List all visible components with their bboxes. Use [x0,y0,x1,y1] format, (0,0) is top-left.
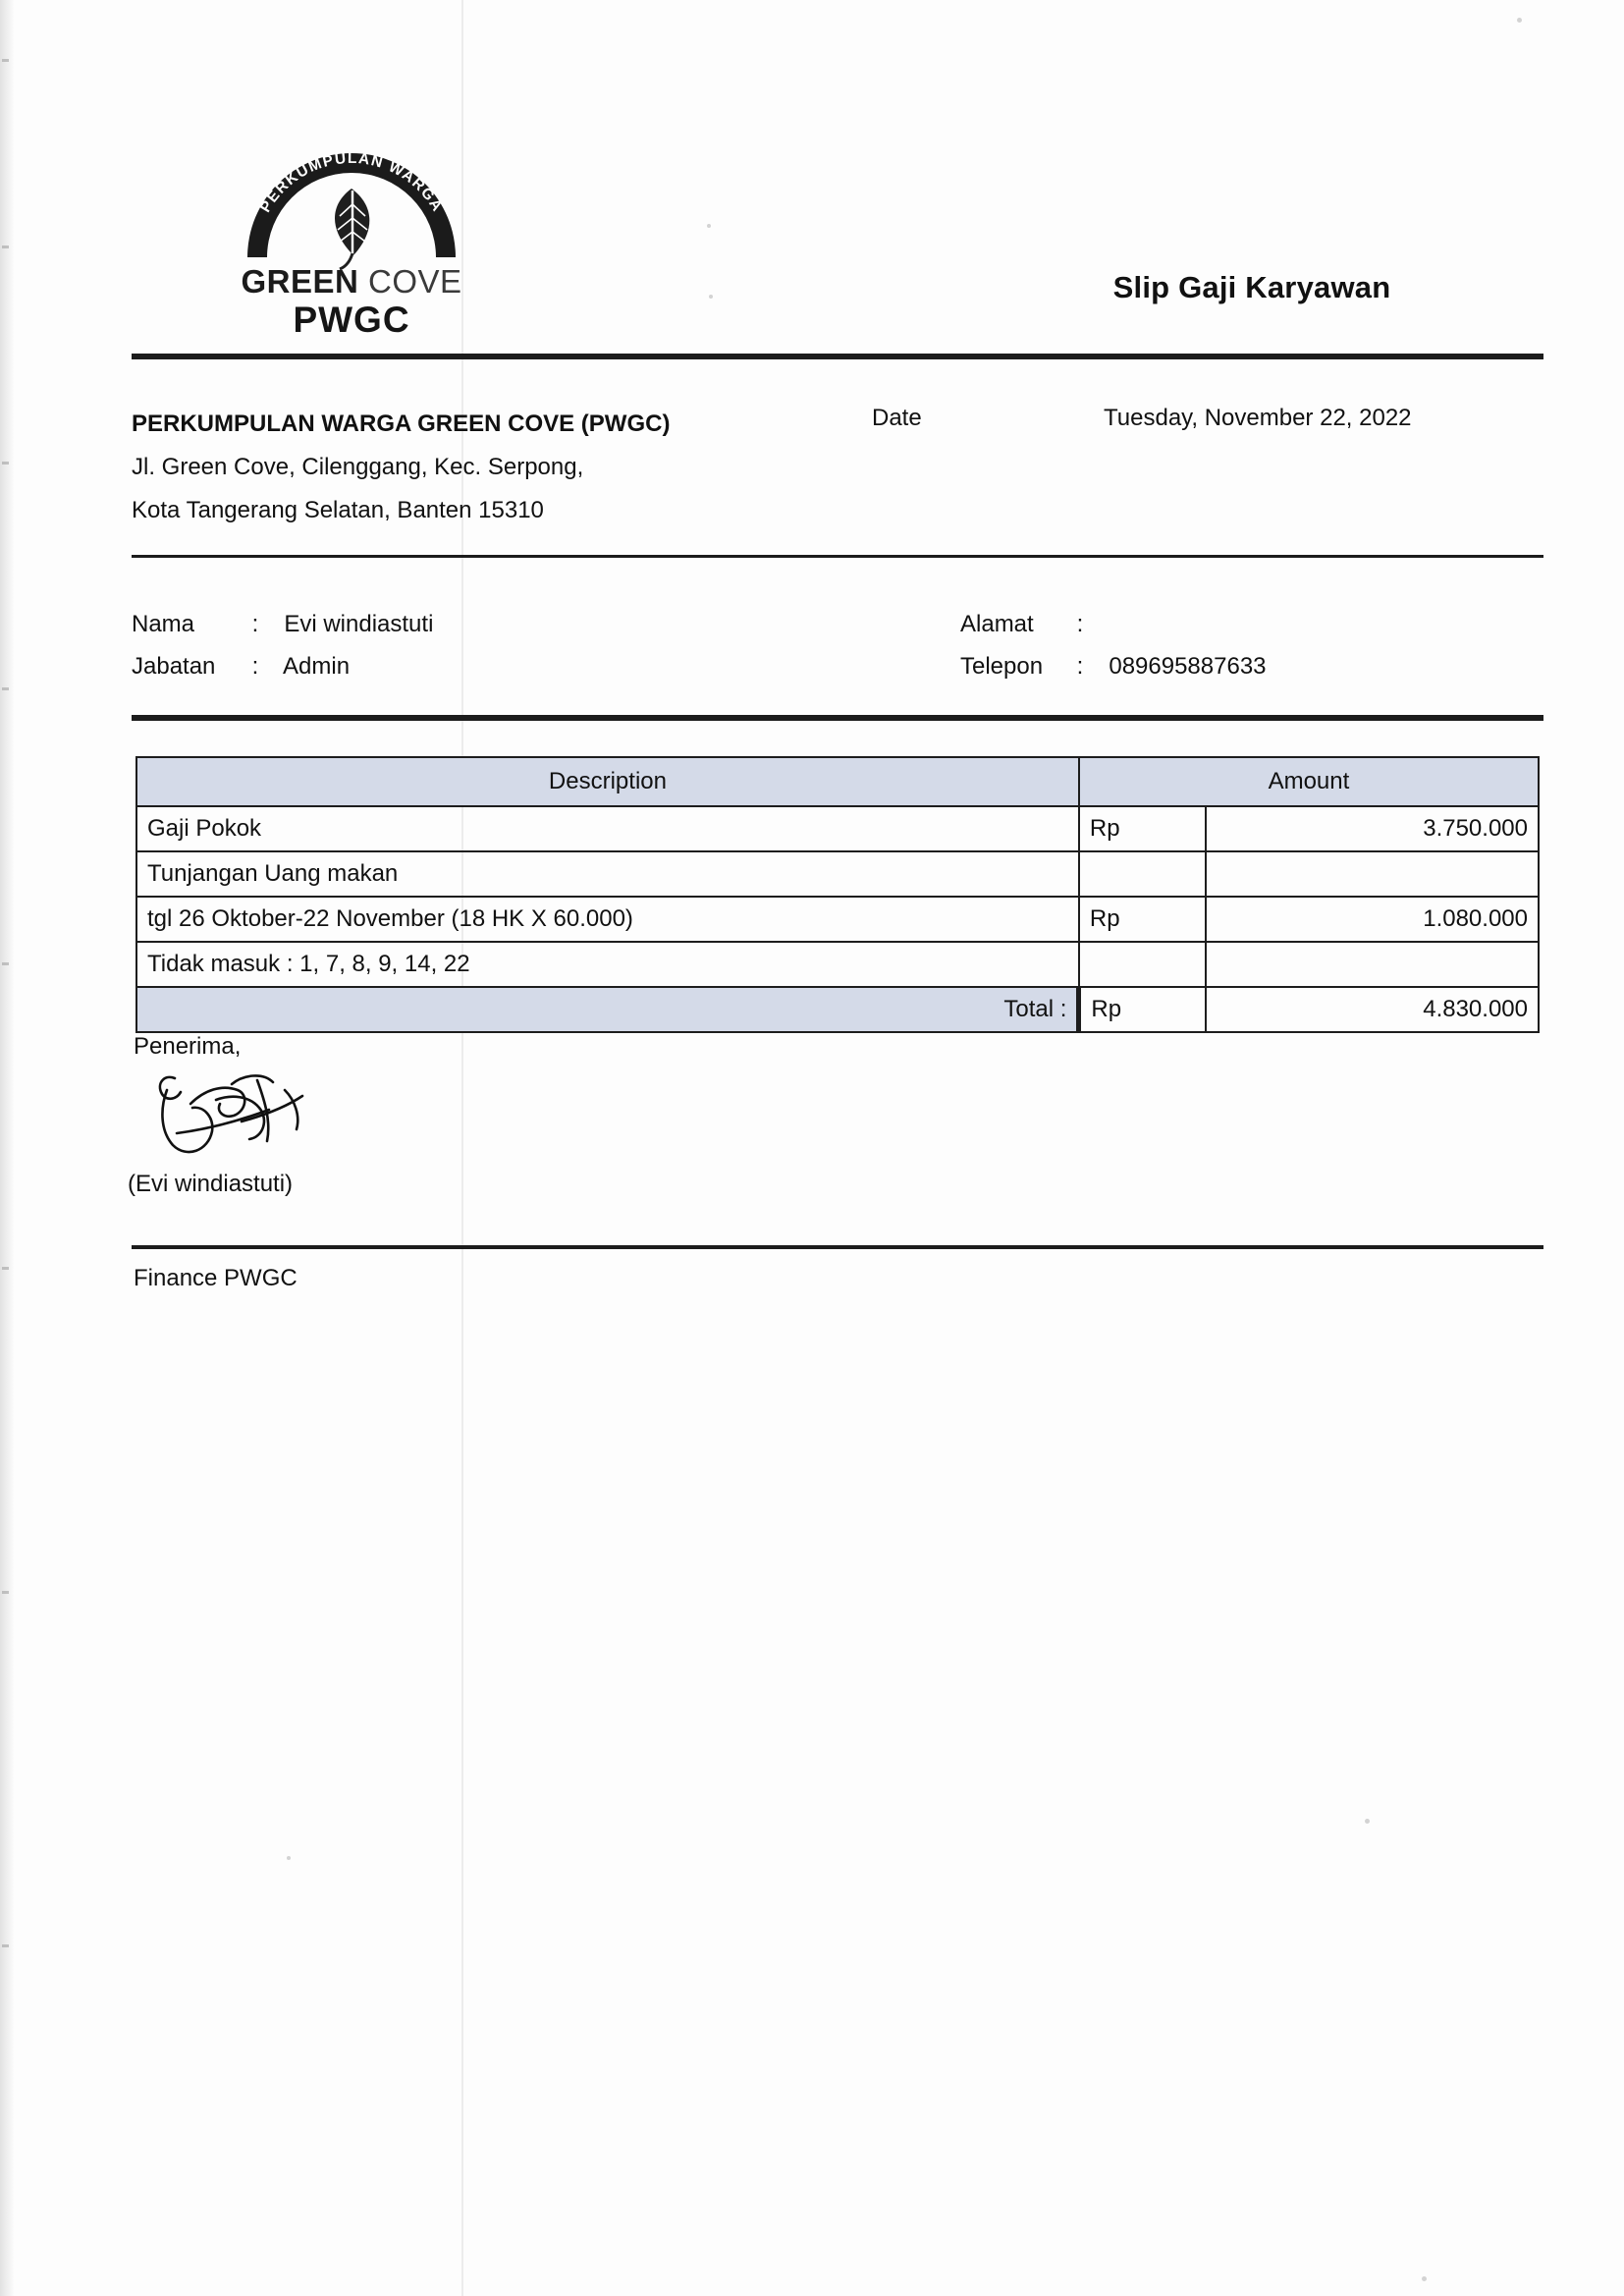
finance-footer: Finance PWGC [134,1265,298,1291]
scan-tick-artifact [2,1267,9,1270]
divider-third [132,715,1543,721]
header-amount: Amount [1079,757,1539,806]
colon-separator: : [251,653,259,680]
employee-name-value: Evi windiastuti [284,611,434,637]
colon-separator: : [1076,611,1084,637]
row-amount: 1.080.000 [1206,897,1539,942]
leaf-icon [234,147,469,270]
scan-edge-artifact [0,0,14,2296]
employee-name-label: Nama [132,611,195,637]
employee-position-row [132,645,433,687]
scan-tick-artifact [2,962,9,965]
colon-separator: : [251,611,259,637]
scan-tick-artifact [2,1944,9,1947]
total-label: Total : [136,987,1079,1032]
table-row [136,942,1539,987]
signature-image [147,1061,344,1169]
organization-address-line-2: Kota Tangerang Selatan, Banten 15310 [132,497,544,523]
row-amount: 3.750.000 [1206,806,1539,851]
row-amount [1206,851,1539,897]
header-description: Description [136,757,1079,806]
employee-address-label: Alamat [960,611,1034,637]
employee-position-value: Admin [283,653,351,680]
colon-separator: : [1076,653,1084,680]
total-currency: Rp [1079,987,1206,1032]
table-header-row [136,757,1539,806]
page-title: Slip Gaji Karyawan [1112,270,1391,304]
employee-info-left [132,603,433,687]
scan-fold-artifact [461,0,463,2296]
organization-block [132,403,670,532]
row-amount [1206,942,1539,987]
row-description: Tidak masuk : 1, 7, 8, 9, 14, 22 [136,942,1079,987]
table-row [136,806,1539,851]
scan-tick-artifact [2,246,9,248]
scan-tick-artifact [2,1591,9,1594]
table-row [136,897,1539,942]
employee-address-row [960,603,1267,645]
date-label: Date [872,405,922,431]
scan-speck [709,295,713,299]
row-description: Gaji Pokok [136,806,1079,851]
scan-tick-artifact [2,59,9,62]
total-amount: 4.830.000 [1206,987,1539,1032]
employee-phone-label: Telepon [960,653,1044,680]
logo-name-cove: COVE [368,263,462,300]
scan-speck [707,224,711,228]
employee-phone-value: 089695887633 [1109,653,1267,680]
logo-name-green: GREEN [241,263,359,300]
employee-name-row [132,603,433,645]
divider-top [132,354,1543,359]
logo-name [224,263,479,301]
table-total-row [136,987,1539,1032]
employee-info-right [960,603,1267,687]
row-currency: Rp [1079,897,1206,942]
row-currency [1079,851,1206,897]
employee-position-label: Jabatan [132,653,216,680]
row-description: Tunjangan Uang makan [136,851,1079,897]
receiver-name: (Evi windiastuti) [128,1171,294,1197]
scan-speck [1422,2276,1427,2281]
scan-tick-artifact [2,687,9,690]
employee-phone-row [960,645,1267,687]
logo-abbreviation: PWGC [293,300,410,340]
row-currency [1079,942,1206,987]
receiver-label: Penerima, [134,1033,242,1060]
svg-text:PERKUMPULAN WARGA: PERKUMPULAN WARGA [256,149,447,216]
divider-second [132,555,1543,558]
row-description: tgl 26 Oktober-22 November (18 HK X 60.000) [136,897,1079,942]
date-value: Tuesday, November 22, 2022 [1104,405,1412,431]
organization-name: PERKUMPULAN WARGA GREEN COVE (PWGC) [132,410,671,437]
divider-bottom [132,1245,1543,1249]
salary-table [135,756,1540,1033]
row-currency: Rp [1079,806,1206,851]
scan-speck [1365,1819,1370,1824]
scan-tick-artifact [2,462,9,465]
organization-address-line-1: Jl. Green Cove, Cilenggang, Kec. Serpong, [132,454,584,480]
company-logo [224,147,479,340]
scan-speck [1517,18,1522,23]
scan-speck [287,1856,291,1860]
logo-emblem [234,147,469,270]
table-row [136,851,1539,897]
